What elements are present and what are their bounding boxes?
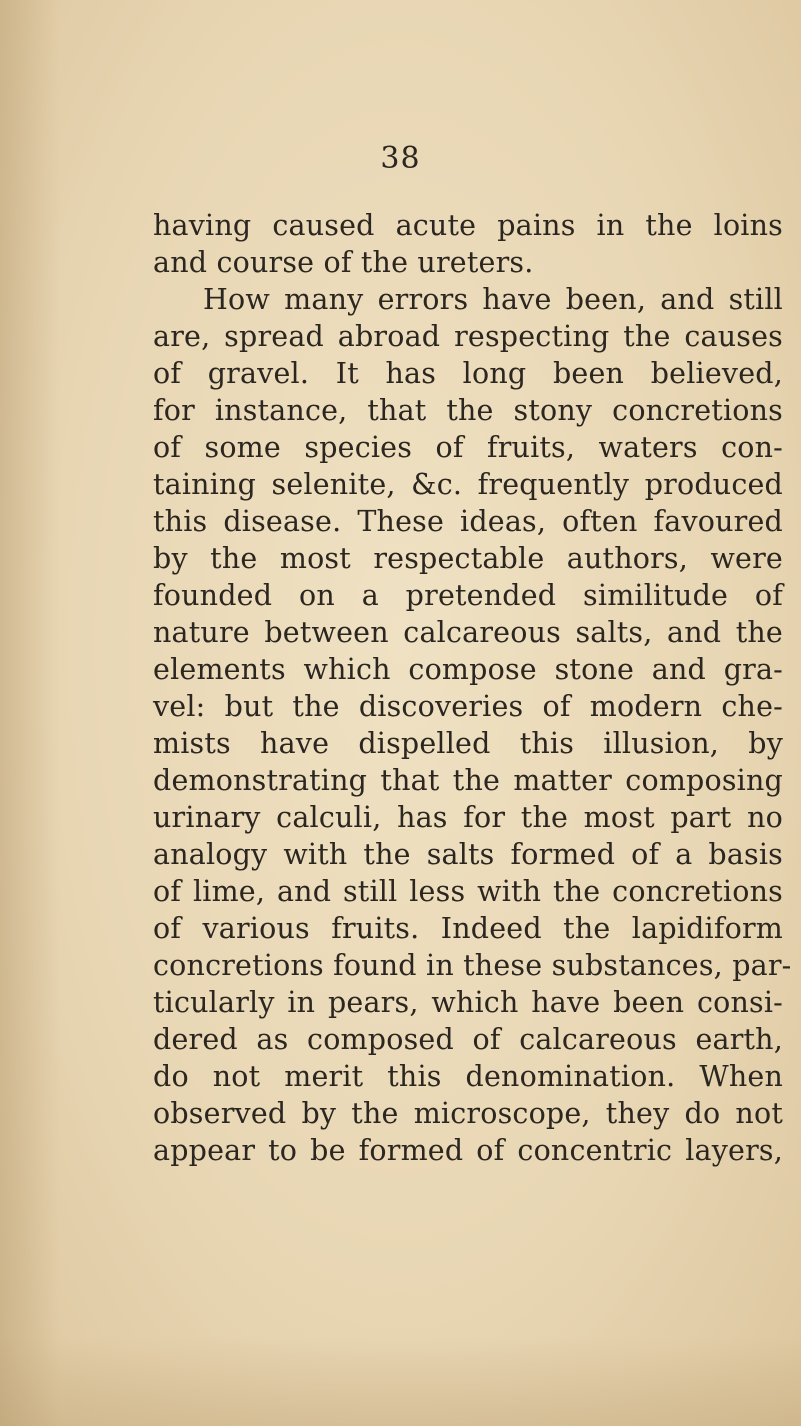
text-line: observed by the microscope, they do not [153, 1097, 783, 1130]
text-line: this disease. These ideas, often favoured [153, 505, 783, 538]
text-line: of gravel. It has long been believed, [153, 357, 783, 390]
text-line: nature between calcareous salts, and the [153, 616, 783, 649]
page-gutter-shadow [0, 0, 60, 1426]
text-line: and course of the ureters. [153, 246, 534, 279]
body-text [153, 207, 792, 1169]
text-line: for instance, that the stony concretions [153, 394, 783, 427]
text-line: dered as composed of calcareous earth, [153, 1023, 783, 1056]
text-line: concretions found in these substances, par- [153, 949, 792, 982]
text-line: founded on a pretended similitude of [153, 579, 783, 612]
text-line: do not merit this denomination. When [153, 1060, 783, 1093]
text-line: How many errors have been, and still [203, 283, 783, 316]
text-line: of some species of fruits, waters con- [153, 431, 783, 464]
text-line: of various fruits. Indeed the lapidiform [153, 912, 783, 945]
text-line: urinary calculi, has for the most part no [153, 801, 783, 834]
text-line: vel: but the discoveries of modern che- [153, 690, 783, 723]
text-line: ticularly in pears, which have been consi- [153, 986, 783, 1019]
text-line: elements which compose stone and gra- [153, 653, 783, 686]
text-line: analogy with the salts formed of a basis [153, 838, 783, 871]
text-line: taining selenite, &c. frequently produced [153, 468, 783, 501]
text-line: having caused acute pains in the loins [153, 209, 783, 242]
text-line: by the most respectable authors, were [153, 542, 783, 575]
text-line: of lime, and still less with the concretions [153, 875, 783, 908]
page-bottom-shadow [0, 1336, 801, 1426]
text-line: demonstrating that the matter composing [153, 764, 783, 797]
text-line: appear to be formed of concentric layers, [153, 1134, 783, 1167]
text-line: mists have dispelled this illusion, by [153, 727, 783, 760]
text-line: are, spread abroad respecting the causes [153, 320, 783, 353]
page-number: 38 [380, 141, 421, 176]
